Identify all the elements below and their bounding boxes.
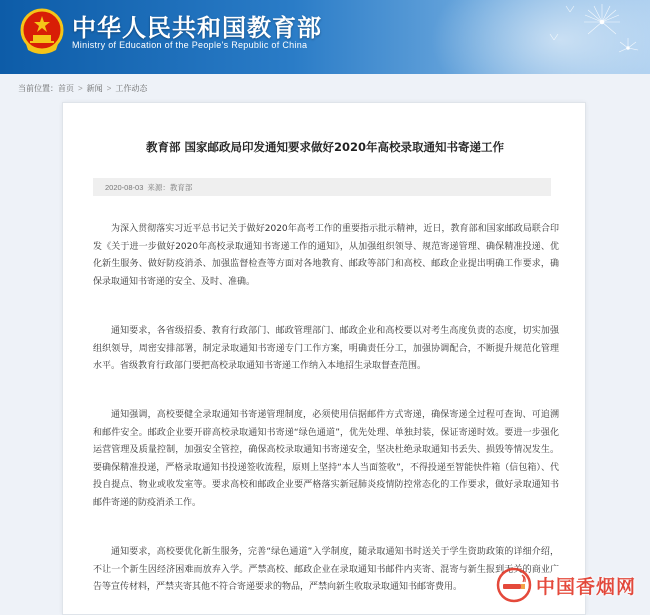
site-title[interactable]: 中华人民共和国教育部	[72, 13, 322, 42]
national-emblem-icon[interactable]	[20, 8, 64, 56]
breadcrumb-separator: >	[106, 84, 112, 93]
article-paragraph: 通知要求，各省级招委、教育行政部门、邮政管理部门、邮政企业和高校要以对考生高度负责的态度，切实加强组织领导，周密安排部署，制定录取通知书寄递专门工作方案，明确责任分工，加强协调配合，不断提升规范化管理水平。省级教育行政部门要把高校录取通知书寄递工作纳入本地招生录取督查范围。	[93, 326, 559, 371]
site-header	[0, 0, 650, 74]
article-card	[62, 102, 586, 615]
article-meta	[93, 178, 551, 196]
article-paragraph: 为深入贯彻落实习近平总书记关于做好2020年高考工作的重要指示批示精神，近日，教育部和国家邮政局联合印发《关于进一步做好2020年高校录取通知书寄递工作的通知》，从加强组织领导、规范寄递管理、确保精准投递、优化新生服务、做好防疫消杀、加强监督检查等方面对各地教育、邮政等部门和高校、邮政企业提出明确工作要求，确保录取通知书寄递的安全、及时、准确。	[93, 224, 559, 287]
article-paragraph: 通知强调，高校要健全录取通知书寄递管理制度，必须使用信据邮件方式寄递，确保寄递全过程可查询、可追溯和邮件安全。邮政企业要开辟高校录取通知书寄递“绿色通道”，优先处理、单独封装，保证寄递时效。要进一步强化运营管理及质量控制，加强安全管控，确保高校录取通知书寄递安全，坚决杜绝录取通知书丢失、损毁等情况发生。要确保精准投递，严格录取通知书投递签收流程，原则上坚持“本人当面签收”，不得投递至智能快件箱（信包箱）、代投自提点、物业或收发室等。要求高校和邮政企业要严格落实新冠肺炎疫情防控常态化的工作要求，做好录取通知书邮件寄递的防疫消杀工作。	[93, 410, 559, 508]
breadcrumb-label: 当前位置：	[18, 84, 58, 93]
breadcrumb-separator: >	[78, 84, 83, 93]
watermark	[496, 563, 644, 607]
breadcrumb-news-link[interactable]: 新闻	[86, 84, 103, 93]
article-source: 来源：教育部	[147, 182, 193, 192]
dandelion-decoration-icon	[524, 0, 644, 74]
article-date: 2020-08-03	[105, 182, 144, 192]
breadcrumb-home-link[interactable]: 首页	[58, 84, 74, 93]
breadcrumb-work-news-link[interactable]: 工作动态	[115, 84, 148, 93]
breadcrumb	[18, 83, 147, 94]
site-subtitle: Ministry of Education of the People's Republic of China	[72, 40, 308, 50]
watermark-text: 中国香烟网	[536, 575, 637, 598]
article-title: 教育部 国家邮政局印发通知要求做好2020年高校录取通知书寄递工作	[145, 140, 504, 154]
article-paragraph: 通知要求，高校要优化新生服务，完善“绿色通道”入学制度，随录取通知书时送关于学生资助政策的详细介绍，不让一个新生因经济困难而放弃入学。严禁高校、邮政企业在录取通知书邮件内夹寄、混寄与新生报到无关的商业广告等宣传材料，严禁夹寄其他不符合寄递要求的物品，严禁向新生收取录取通知书邮寄费用。	[93, 547, 559, 592]
cigarette-logo-icon	[496, 567, 532, 603]
